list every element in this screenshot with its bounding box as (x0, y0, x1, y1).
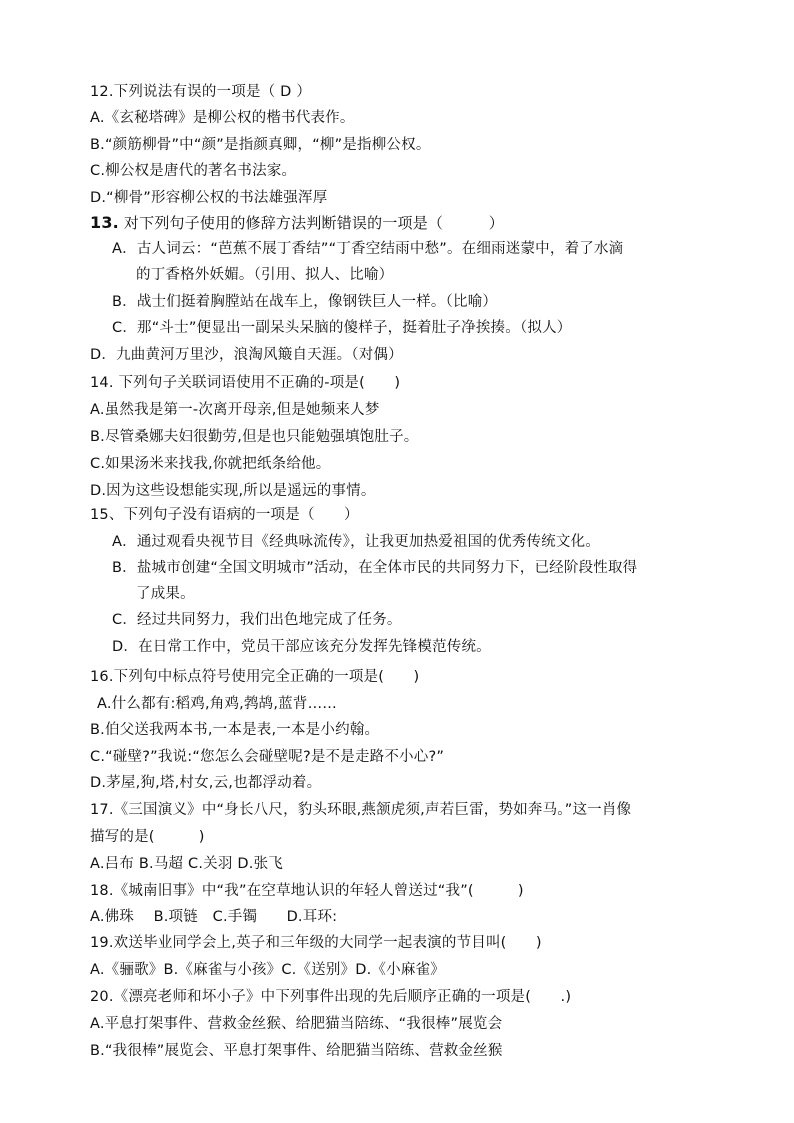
question-13-option-a-cont: 的丁香格外妖媚。（引用、拟人、比喻） (136, 267, 394, 283)
question-14-stem: 14. 下列句子关联词语使用不正确的-项是( ) (90, 375, 401, 391)
question-18-options: A.佛珠 B.项链 C.手镯 D.耳环: (90, 909, 338, 925)
question-19-stem: 19.欢送毕业同学会上,英子和三年级的大同学一起表演的节目叫( ) (90, 935, 542, 951)
question-13-option-a: A．古人词云：“芭蕉不展丁香结”“丁香空结雨中愁”。在细雨迷蒙中，着了水滴 (112, 241, 624, 257)
question-16-option-a: A.什么都有:稻鸡,角鸡,鹁鸪,蓝背…… (97, 696, 337, 712)
question-13-stem-line (90, 213, 710, 233)
question-20-option-b: B.“我很棒”展览会、平息打架事件、给肥猫当陪练、营救金丝猴 (90, 1043, 503, 1059)
question-14-option-c: C.如果汤米来找我,你就把纸条给他。 (90, 456, 331, 472)
question-16-option-c: C.“碰壁?”我说:“您怎么会碰壁呢?是不是走路不小心?” (90, 749, 445, 765)
question-14-option-d: D.因为这些设想能实现,所以是遥远的事情。 (90, 483, 376, 499)
question-12-option-a: A.《玄秘塔碑》是柳公权的楷书代表作。 (90, 110, 355, 126)
question-13-number: 13. (90, 213, 119, 232)
question-16-option-b: B.伯父送我两本书,一本是表,一本是小约翰。 (90, 722, 380, 738)
question-13-option-c: C．那“斗士”便显出一副呆头呆脑的傻样子，挺着肚子净挨揍。（拟人） (112, 320, 572, 336)
question-17-options: A.吕布 B.马超 C.关羽 D.张飞 (90, 856, 283, 872)
question-19-options: A.《骊歌》B.《麻雀与小孩》C.《送别》D.《小麻雀》 (90, 962, 445, 978)
question-13-option-d: D．九曲黄河万里沙，浪淘风簸自天涯。（对偶） (90, 347, 403, 363)
question-20-stem: 20.《漂亮老师和坏小子》中下列事件出现的先后顺序正确的一项是( .) (90, 989, 572, 1005)
question-12-stem: 12.下列说法有误的一项是（ D ） (90, 84, 312, 100)
question-18-stem: 18.《城南旧事》中“我”在空草地认识的年轻人曾送过“我”( ) (90, 883, 524, 899)
question-20-option-a: A.平息打架事件、营救金丝猴、给肥猫当陪练、“我很棒”展览会 (90, 1016, 503, 1032)
question-17-stem: 17.《三国演义》中“身长八尺，豹头环眼,燕颔虎须,声若巨雷，势如奔马。”这一肖像 (90, 802, 632, 818)
question-16-option-d: D.茅屋,狗,塔,村女,云,也都浮动着。 (90, 775, 322, 791)
question-15-option-c: C．经过共同努力，我们出色地完成了任务。 (112, 612, 402, 628)
question-12-option-b: B.“颜筋柳骨”中“颜”是指颜真卿，“柳”是指柳公权。 (90, 137, 431, 153)
question-15-option-d: D．在日常工作中，党员干部应该充分发挥先锋模范传统。 (112, 639, 491, 655)
question-15-option-a: A．通过观看央视节目《经典咏流传》，让我更加热爱祖国的优秀传统文化。 (112, 534, 600, 550)
question-14-option-b: B.尽管桑娜夫妇很勤劳,但是也只能勉强填饱肚子。 (90, 429, 419, 445)
question-13-option-b: B．战士们挺着胸膛站在战车上，像钢铁巨人一样。（比喻） (112, 294, 498, 310)
question-16-stem: 16.下列句中标点符号使用完全正确的一项是( ) (90, 669, 420, 685)
question-17-stem-cont: 描写的是( ) (90, 829, 205, 845)
question-15-option-b: B．盐城市创建“全国文明城市”活动，在全体市民的共同努力下，已经阶段性取得 (112, 560, 638, 576)
question-12-option-c: C.柳公权是唐代的著名书法家。 (90, 163, 297, 179)
question-12-option-d: D.“柳骨”形容柳公权的书法雄强浑厚 (90, 190, 328, 206)
question-14-option-a: A.虽然我是第一-次离开母亲,但是她频来人梦 (90, 402, 380, 418)
question-15-option-b-cont: 了成果。 (136, 586, 195, 602)
question-13-stem: 对下列句子使用的修辞方法判断错误的一项是（ ） (123, 214, 504, 232)
question-15-stem: 15、下列句子没有语病的一项是（ ） (90, 507, 359, 523)
